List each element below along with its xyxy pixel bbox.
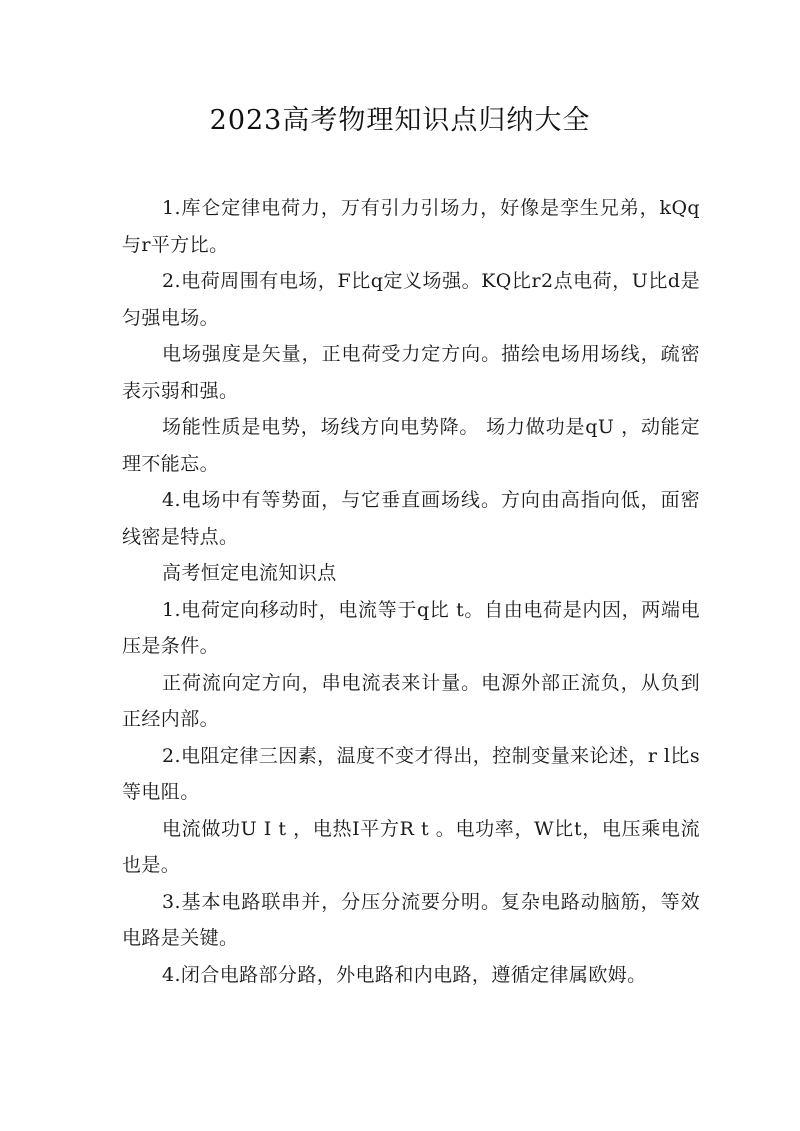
paragraph: 电流做功U I t ，电热I平方R t 。电功率，W比t，电压乘电流也是。	[122, 817, 700, 876]
paragraph: 1.库仑定律电荷力，万有引力引场力，好像是孪生兄弟，kQq与r平方比。	[122, 197, 700, 256]
paragraph: 电场强度是矢量，正电荷受力定方向。描绘电场用场线，疏密表示弱和强。	[122, 343, 700, 402]
paragraph: 场能性质是电势，场线方向电势降。 场力做功是qU ，动能定理不能忘。	[122, 416, 700, 475]
paragraph: 正荷流向定方向，串电流表来计量。电源外部正流负，从负到正经内部。	[122, 671, 700, 730]
page-title: 2023高考物理知识点归纳大全	[209, 105, 591, 136]
paragraph: 1.电荷定向移动时，电流等于q比 t。自由电荷是内因，两端电压是条件。	[122, 598, 700, 657]
section-heading: 高考恒定电流知识点	[162, 562, 337, 584]
paragraph: 2.电阻定律三因素，温度不变才得出，控制变量来论述，r l比s 等电阻。	[122, 744, 700, 803]
paragraph: 4.闭合电路部分路，外电路和内电路，遵循定律属欧姆。	[162, 963, 647, 986]
paragraph: 3.基本电路联串并，分压分流要分明。复杂电路动脑筋，等效电路是关键。	[122, 890, 700, 949]
document-body	[122, 190, 700, 993]
paragraph: 2.电荷周围有电场，F比q定义场强。KQ比r2点电荷，U比d是匀强电场。	[122, 270, 700, 329]
paragraph: 4.电场中有等势面，与它垂直画场线。方向由高指向低，面密线密是特点。	[122, 489, 700, 548]
